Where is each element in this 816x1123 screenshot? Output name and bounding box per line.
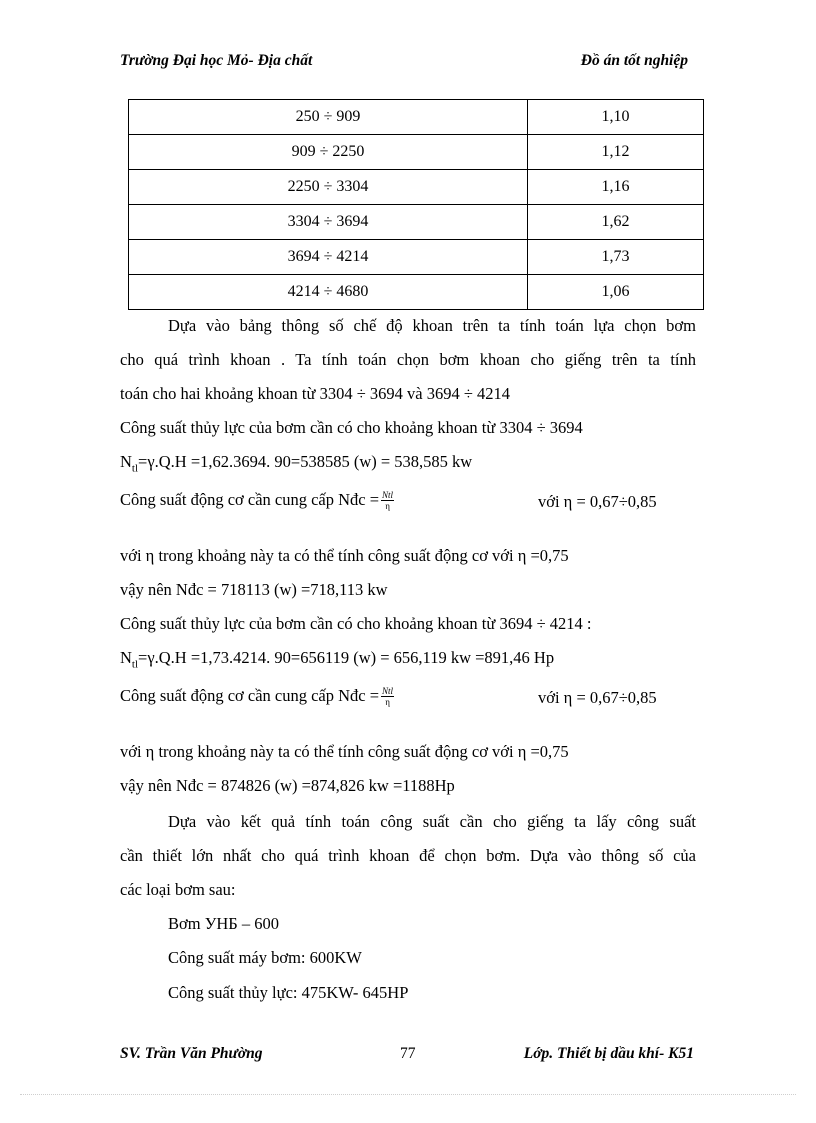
ntl-symbol: N <box>120 452 132 471</box>
fraction <box>381 490 394 512</box>
paragraph-line: cho quá trình khoan . Ta tính toán chọn bơm khoan cho giếng trên ta tính <box>120 350 696 369</box>
table-row <box>129 275 704 310</box>
table-cell-value: 1,73 <box>528 240 704 275</box>
power-heading-1: Công suất thủy lực của bơm cần có cho khoảng khoan từ 3304 ÷ 3694 <box>120 418 583 437</box>
formula-label: Công suất động cơ cần cung cấp Nđc = <box>120 490 380 509</box>
table-cell-value: 1,10 <box>528 100 704 135</box>
paragraph-line: các loại bơm sau: <box>120 880 236 899</box>
table-row <box>129 240 704 275</box>
formula-text: =γ.Q.H =1,62.3694. 90=538585 (w) = 538,585 kw <box>138 452 473 471</box>
formula-label: Công suất động cơ cần cung cấp Nđc = <box>120 686 380 705</box>
paragraph-line: Dựa vào bảng thông số chế độ khoan trên ta tính toán lựa chọn bơm <box>168 316 696 335</box>
table-row <box>129 205 704 240</box>
ntl-subscript: tl <box>131 462 139 475</box>
table-cell-value: 1,62 <box>528 205 704 240</box>
coefficient-table <box>128 99 704 310</box>
table-cell-range: 909 ÷ 2250 <box>129 135 528 170</box>
table-row <box>129 170 704 205</box>
fraction-numerator: Ntl <box>382 686 394 697</box>
page-number: 77 <box>400 1045 416 1062</box>
efficiency-note-1: với η trong khoảng này ta có thể tính công suất động cơ với η =0,75 <box>120 546 569 565</box>
page-divider <box>20 1094 796 1095</box>
table-cell-range: 3694 ÷ 4214 <box>129 240 528 275</box>
paragraph-line: toán cho hai khoảng khoan từ 3304 ÷ 3694 và 3694 ÷ 4214 <box>120 384 510 403</box>
pump-power: Công suất máy bơm: 600KW <box>168 948 362 967</box>
power-heading-2: Công suất thủy lực của bơm cần có cho khoảng khoan từ 3694 ÷ 4214 : <box>120 614 592 633</box>
efficiency-range-1: với η = 0,67÷0,85 <box>538 492 657 511</box>
header-school: Trường Đại học Mỏ- Địa chất <box>120 52 313 69</box>
formula-text: =γ.Q.H =1,73.4214. 90=656119 (w) = 656,119 kw =891,46 Hp <box>138 648 555 667</box>
table-cell-value: 1,16 <box>528 170 704 205</box>
footer-class: Lớp. Thiết bị dầu khí- K51 <box>523 1045 694 1062</box>
ntl-subscript: tl <box>131 658 139 671</box>
table-row <box>129 135 704 170</box>
table-row <box>129 100 704 135</box>
table-cell-range: 3304 ÷ 3694 <box>129 205 528 240</box>
fraction <box>381 686 394 708</box>
motor-power-result-1: vậy nên Nđc = 718113 (w) =718,113 kw <box>120 580 388 599</box>
table-cell-value: 1,12 <box>528 135 704 170</box>
fraction-numerator: Ntl <box>382 490 394 501</box>
footer-student: SV. Trần Văn Phường <box>120 1045 263 1062</box>
efficiency-note-2: với η trong khoảng này ta có thể tính công suất động cơ với η =0,75 <box>120 742 569 761</box>
pump-hydraulic-power: Công suất thủy lực: 475KW- 645HP <box>168 983 409 1002</box>
fraction-denominator: η <box>385 501 390 512</box>
hydraulic-power-formula-2 <box>120 648 696 674</box>
paragraph-line: cần thiết lớn nhất cho quá trình khoan để chọn bơm. Dựa vào thông số của <box>120 846 696 865</box>
efficiency-range-2: với η = 0,67÷0,85 <box>538 688 657 707</box>
ntl-symbol: N <box>120 648 132 667</box>
table-cell-range: 4214 ÷ 4680 <box>129 275 528 310</box>
table-cell-range: 2250 ÷ 3304 <box>129 170 528 205</box>
table-cell-value: 1,06 <box>528 275 704 310</box>
motor-power-result-2: vậy nên Nđc = 874826 (w) =874,826 kw =1188Hp <box>120 776 455 795</box>
hydraulic-power-formula-1 <box>120 452 696 478</box>
pump-model: Bơm УНБ – 600 <box>168 914 280 933</box>
fraction-denominator: η <box>385 697 390 708</box>
header-title: Đồ án tốt nghiệp <box>580 52 688 69</box>
paragraph-line: Dựa vào kết quả tính toán công suất cần cho giếng ta lấy công suất <box>168 812 696 831</box>
table-cell-range: 250 ÷ 909 <box>129 100 528 135</box>
